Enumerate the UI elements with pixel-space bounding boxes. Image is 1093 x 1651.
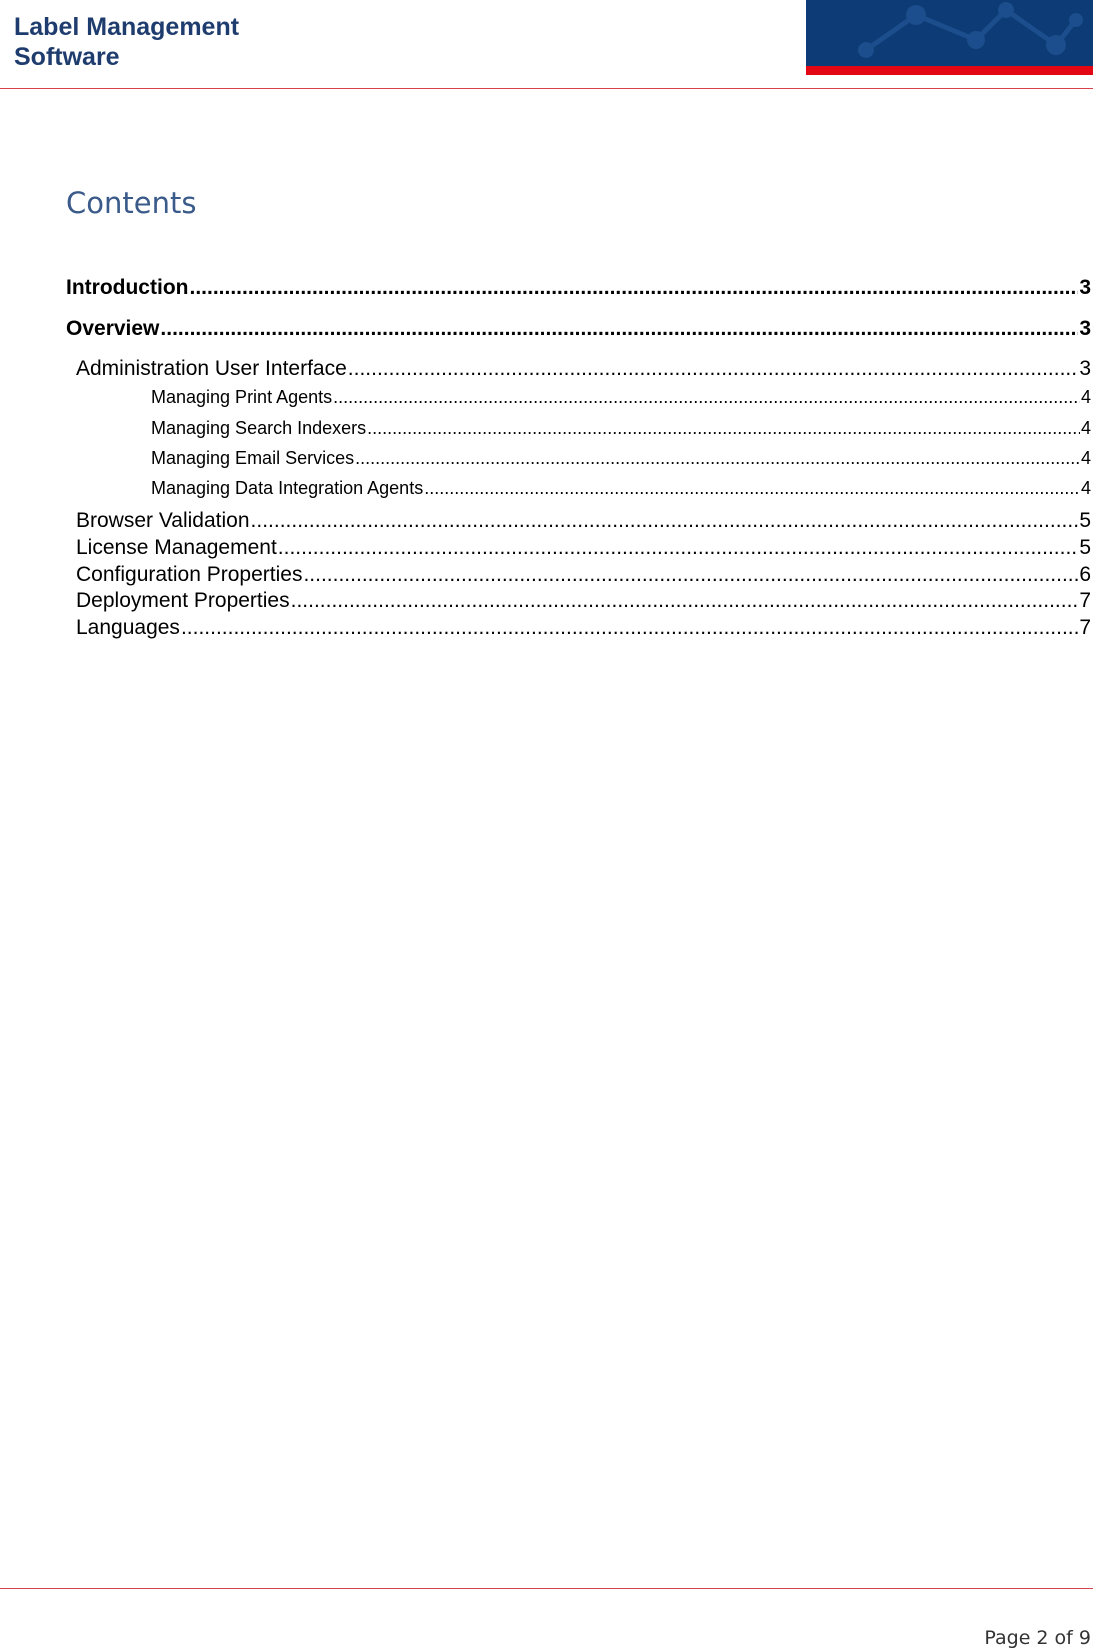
- toc-entry[interactable]: [151, 478, 1091, 499]
- toc-entry-label: Introduction: [66, 276, 189, 299]
- toc-entry-page: 5: [1079, 509, 1091, 532]
- toc-dot-leader: [181, 616, 1078, 640]
- toc-entry-page: 5: [1079, 536, 1091, 559]
- toc-entry-label: Languages: [76, 616, 180, 639]
- toc-entry-label: Managing Search Indexers: [151, 418, 367, 438]
- toc-entry-page: 4: [1080, 448, 1091, 468]
- toc-entry[interactable]: [76, 589, 1091, 613]
- toc-entry-page: 4: [1080, 478, 1091, 498]
- toc-dot-leader: [278, 536, 1079, 560]
- toc-entry-page: 7: [1079, 589, 1091, 612]
- toc-entry[interactable]: [151, 448, 1091, 469]
- toc-dot-leader: [189, 276, 1078, 300]
- toc-entry-label: Administration User Interface: [76, 357, 347, 380]
- document-title-line-2: Software: [14, 43, 120, 71]
- toc-entry-page: 3: [1079, 357, 1091, 380]
- toc-entry-page: 3: [1079, 317, 1091, 340]
- toc-dot-leader: [348, 357, 1079, 381]
- toc-dot-leader: [303, 563, 1078, 587]
- toc-entry-label: License Management: [76, 536, 277, 559]
- molecule-pattern-icon: [806, 0, 1093, 75]
- toc-entry-page: 4: [1080, 418, 1091, 438]
- toc-dot-leader: [333, 387, 1080, 408]
- document-title: [14, 12, 239, 72]
- toc-dot-leader: [291, 589, 1079, 613]
- toc-entry[interactable]: [76, 509, 1091, 533]
- toc-dot-leader: [367, 418, 1080, 439]
- toc-entry[interactable]: [151, 387, 1091, 408]
- toc-entry[interactable]: [76, 563, 1091, 587]
- toc-dot-leader: [160, 317, 1078, 341]
- toc-entry-label: Browser Validation: [76, 509, 250, 532]
- toc-entry-page: 4: [1080, 387, 1091, 407]
- toc-entry[interactable]: [76, 536, 1091, 560]
- toc-entry[interactable]: [151, 418, 1091, 439]
- toc-entry-label: Managing Data Integration Agents: [151, 478, 424, 498]
- toc-entry-label: Managing Email Services: [151, 448, 355, 468]
- toc-entry[interactable]: [76, 357, 1091, 381]
- footer-divider: [0, 1588, 1093, 1589]
- document-title-line-1: Label Management: [14, 13, 240, 41]
- toc-entry[interactable]: [76, 616, 1091, 640]
- toc-dot-leader: [355, 448, 1080, 469]
- toc-entry[interactable]: [66, 317, 1091, 341]
- toc-entry-page: 6: [1079, 563, 1091, 586]
- toc-dot-leader: [424, 478, 1080, 499]
- toc-entry-label: Managing Print Agents: [151, 387, 333, 407]
- toc-entry-label: Deployment Properties: [76, 589, 290, 612]
- toc-entry-label: Overview: [66, 317, 160, 340]
- toc-entry-label: Configuration Properties: [76, 563, 303, 586]
- contents-heading: Contents: [66, 186, 197, 220]
- page-number: Page 2 of 9: [984, 1627, 1091, 1649]
- header-divider: [0, 88, 1093, 89]
- header-banner-graphic: [806, 0, 1093, 75]
- toc-dot-leader: [251, 509, 1079, 533]
- toc-entry[interactable]: [66, 276, 1091, 300]
- toc-entry-page: 7: [1079, 616, 1091, 639]
- toc-entry-page: 3: [1079, 276, 1091, 299]
